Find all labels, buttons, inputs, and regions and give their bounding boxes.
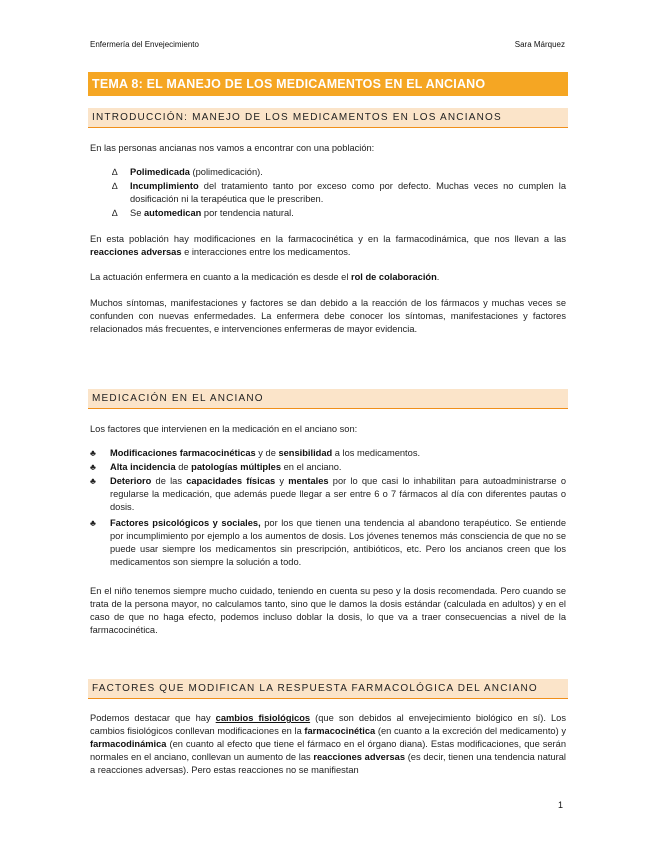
section-heading-intro: INTRODUCCIÓN: MANEJO DE LOS MEDICAMENTOS EN LOS ANCIANOS (88, 108, 568, 128)
club-bullet-icon: ♣ (90, 518, 96, 528)
bullet-marker: ∆ (112, 167, 118, 177)
page-number: 1 (557, 800, 563, 810)
club-bullet-icon: ♣ (90, 476, 96, 486)
medicacion-paragraph-2: En el niño tenemos siempre mucho cuidado, teniendo en cuenta su peso y la dosis recomendada. Pero cuando se trata de la persona mayor, no calculamos tanto, sino que le damos la dosis estándar (calculada en adultos) y en el caso de que no haga efecto, podemos incluso doblar la dosis, lo que va a traer consecuencias a nivel de la farmacocinética. (90, 586, 566, 635)
main-title: TEMA 8: EL MANEJO DE LOS MEDICAMENTOS EN EL ANCIANO (88, 72, 568, 96)
intro-paragraph-2: En esta población hay modificaciones en la farmacocinética y en la farmacodinámica, que nos llevan a las reacciones adversas e interacciones entre los medicamentos. (90, 234, 566, 257)
club-bullet-icon: ♣ (90, 462, 96, 472)
factores-paragraph-1: Podemos destacar que hay cambios fisiológicos (que son debidos al envejecimiento biológico en sí). Los cambios fisiológicos conllevan modificaciones en la farmacocinética (en cuanto a la excreción del medicamento) y farmacodinámica (en cuanto al efecto que tiene el fármaco en el órgano diana). Estas modificaciones, que serán normales en el anciano, conllevan un aumento de las reacciones adversas (es decir, tienen una tendencia natural a reacciones adversas). Pero estas reacciones no se manifiestan (90, 713, 566, 775)
intro-paragraph-4: Muchos síntomas, manifestaciones y factores se dan debido a la reacción de los fármacos y muchas veces se confunden con nuevas enfermedades. La enfermera debe conocer los síntomas, manifestaciones y factores relacionados más frecuentes, e intervenciones enfermeras de mayor evidencia. (90, 298, 566, 334)
medicacion-paragraph-1: Los factores que intervienen en la medicación en el anciano son: (90, 424, 358, 434)
club-bullet-icon: ♣ (90, 448, 96, 458)
intro-paragraph-3: La actuación enfermera en cuanto a la medicación es desde el rol de colaboración. (90, 272, 440, 282)
bullet-marker: ∆ (112, 181, 118, 191)
header-course: Enfermería del Envejecimiento (90, 40, 199, 49)
header-author: Sara Márquez (514, 40, 565, 49)
intro-paragraph-1: En las personas ancianas nos vamos a encontrar con una población: (90, 143, 375, 153)
section-heading-medicacion: MEDICACIÓN EN EL ANCIANO (88, 389, 568, 409)
section-heading-factores: FACTORES QUE MODIFICAN LA RESPUESTA FARMACOLÓGICA DEL ANCIANO (88, 679, 568, 699)
bullet-marker: ∆ (112, 208, 118, 218)
document-page: Enfermería del Envejecimiento Sara Márquez TEMA 8: EL MANEJO DE LOS MEDICAMENTOS EN EL ANCIANO INTRODUCCIÓN: MANEJO DE LOS MEDICAMENTOS EN LOS ANCIANOS En las personas ancianas nos vamos a encontrar con una población: ∆ Polimedicada (polimedicación). ∆ Incumplimiento del tratamiento tanto por exceso como por defecto. Muchas veces no cumplen la dosificación ni la terapéutica que le prescriben. ∆ Se automedican por tendencia natural. En esta población hay modificaciones en la farmacocinética y en la farmacodinámica, que nos llevan a las reacciones adversas e interacciones entre los medicamentos. La actuación enfermera en cuanto a la medicación es desde el rol de colaboración. Muchos síntomas, manifestaciones y factores se dan debido a la reacción de los fármacos y muchas veces se confunden con nuevas enfermedades. La enfermera debe conocer los síntomas, manifestaciones y factores relacionados más frecuentes, e intervenciones enfermeras de mayor evidencia. MEDICACIÓN EN EL ANCIANO Los factores que intervienen en la medicación en el anciano son: ♣ Modificaciones farmacocinéticas y de sensibilidad a los medicamentos. ♣ Alta incidencia de patologías múltiples en el anciano. ♣ Deterioro de las capacidades físicas y mentales por lo que casi lo inhabilitan para autoadministrarse o regularse la medicación, que además puede llegar a ser entre 6 o 7 fármacos al día con diferentes pautas o dosis. ♣ Factores psicológicos y sociales, por los que tienen una tendencia al abandono terapéutico. Se entiende por incumplimiento por ejemplo a los aumentos de dosis. Los jóvenes tenemos más consciencia de que no se puede usar siempre los medicamentos sin prescripción, antibióticos, etc. Pero los ancianos creen que los medicamentos son siempre la solución a todo. En el niño tenemos siempre mucho cuidado, teniendo en cuenta su peso y la dosis recomendada. Pero cuando se trata de la persona mayor, no calculamos tanto, sino que le damos la dosis estándar (calculada en adultos) y en el caso de que no haga efecto, podemos incluso doblar la dosis, lo que va a traer consecuencias a nivel de la farmacocinética. FACTORES QUE MODIFICAN LA RESPUESTA FARMACOLÓGICA DEL ANCIANO Podemos destacar que hay cambios fisiológicos (que son debidos al envejecimiento biológico en sí). Los cambios fisiológicos conllevan modificaciones en la farmacocinética (en cuanto a la excreción del medicamento) y farmacodinámica (en cuanto al efecto que tiene el fármaco en el órgano diana). Estas modificaciones, que serán normales en el anciano, conllevan un aumento de las reacciones adversas (es decir, tienen una tendencia natural a reacciones adversas). Pero estas reacciones no se manifiestan 1 (90, 40, 567, 810)
